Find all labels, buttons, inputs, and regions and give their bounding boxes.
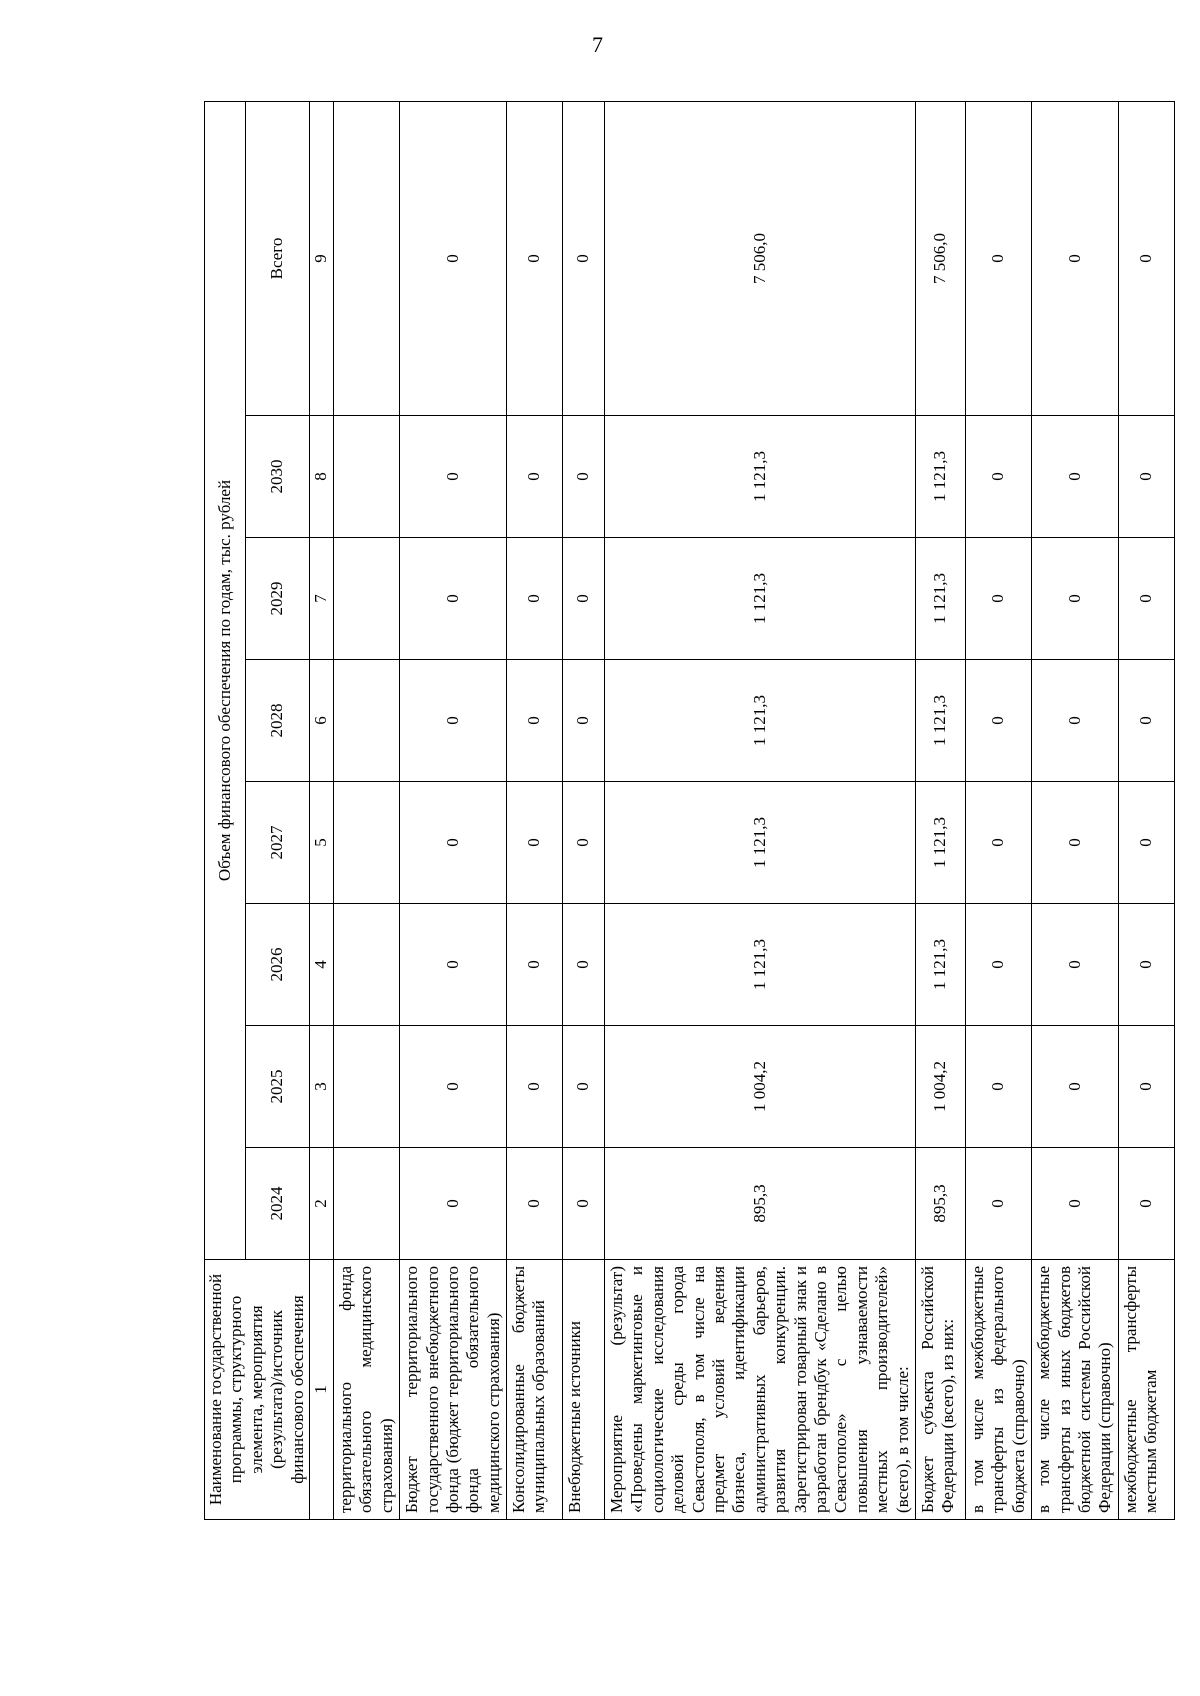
row-value: 0 (563, 416, 605, 538)
col-number: 1 (309, 1260, 333, 1520)
table-row (563, 101, 605, 1519)
col-number: 7 (309, 538, 333, 660)
row-value (333, 1026, 399, 1148)
page-number: 7 (592, 32, 603, 57)
row-value: 1 121,3 (605, 538, 916, 660)
row-value: 0 (400, 1148, 507, 1260)
col-number: 3 (309, 1026, 333, 1148)
row-value: 895,3 (915, 1148, 965, 1260)
header-year: 2027 (246, 782, 310, 904)
row-name: в том числе межбюджетные трансферты из иных бюджетов бюджетной системы Российской Федерации (справочно) (1032, 1260, 1119, 1520)
row-value: 0 (563, 782, 605, 904)
row-value: 0 (507, 782, 563, 904)
row-name: Бюджет территориального государственного внебюджетного фонда (бюджет территориального фонда обязательного медицинского страхования) (400, 1260, 507, 1520)
row-value: 0 (507, 101, 563, 415)
header-year: 2028 (246, 660, 310, 782)
row-value: 0 (400, 101, 507, 415)
header-total: Всего (246, 101, 310, 415)
table-row (400, 101, 507, 1519)
row-value: 0 (563, 101, 605, 415)
col-number: 9 (309, 101, 333, 415)
header-year: 2030 (246, 416, 310, 538)
row-name: Внебюджетные источники (563, 1260, 605, 1520)
row-value: 0 (507, 904, 563, 1026)
col-number: 6 (309, 660, 333, 782)
row-value: 0 (1118, 904, 1174, 1026)
row-name: в том числе межбюджетные трансферты из федерального бюджета (справочно) (965, 1260, 1031, 1520)
row-value (333, 538, 399, 660)
row-value: 0 (1032, 538, 1119, 660)
row-value: 0 (1118, 538, 1174, 660)
row-value: 0 (563, 1026, 605, 1148)
header-name-column: Наименование государственной программы, структурного элемента, мероприятия (результата)/источник финансового обеспечения (205, 1260, 310, 1520)
rotated-table-container (204, 102, 1161, 1520)
col-number: 2 (309, 1148, 333, 1260)
row-value: 7 506,0 (915, 101, 965, 415)
row-value: 0 (1118, 782, 1174, 904)
col-number: 8 (309, 416, 333, 538)
row-value: 0 (965, 101, 1031, 415)
row-value: 0 (965, 416, 1031, 538)
row-value: 0 (400, 782, 507, 904)
row-value: 0 (400, 904, 507, 1026)
row-value: 1 121,3 (605, 660, 916, 782)
row-value: 0 (507, 416, 563, 538)
row-value: 0 (507, 1026, 563, 1148)
row-value: 1 121,3 (915, 660, 965, 782)
row-value: 0 (965, 1148, 1031, 1260)
row-name: Консолидированные бюджеты муниципальных образований (507, 1260, 563, 1520)
table-row (1118, 101, 1174, 1519)
col-number: 5 (309, 782, 333, 904)
row-value: 0 (1032, 101, 1119, 415)
financing-table (204, 101, 1175, 1520)
row-value: 0 (965, 782, 1031, 904)
row-value: 1 121,3 (605, 416, 916, 538)
header-year: 2026 (246, 904, 310, 1026)
row-value (333, 660, 399, 782)
row-value (333, 1148, 399, 1260)
row-value: 1 121,3 (915, 538, 965, 660)
row-value: 0 (965, 660, 1031, 782)
row-value: 0 (1032, 782, 1119, 904)
row-value: 1 121,3 (915, 904, 965, 1026)
row-value: 0 (1118, 660, 1174, 782)
row-value: 0 (400, 1026, 507, 1148)
table-row (965, 101, 1031, 1519)
row-value: 0 (400, 416, 507, 538)
row-value: 0 (1032, 416, 1119, 538)
row-value: 0 (563, 660, 605, 782)
row-value: 0 (400, 660, 507, 782)
row-value: 0 (507, 538, 563, 660)
row-value (333, 101, 399, 415)
row-value: 0 (1032, 1148, 1119, 1260)
row-value: 7 506,0 (605, 101, 916, 415)
table-row (605, 101, 916, 1519)
header-year: 2029 (246, 538, 310, 660)
row-value: 1 004,2 (605, 1026, 916, 1148)
row-value: 0 (1118, 1026, 1174, 1148)
row-value: 0 (1032, 904, 1119, 1026)
header-year: 2025 (246, 1026, 310, 1148)
row-value: 1 121,3 (605, 904, 916, 1026)
row-value: 0 (563, 904, 605, 1026)
row-value: 0 (1118, 1148, 1174, 1260)
row-value: 0 (965, 1026, 1031, 1148)
row-value: 0 (507, 1148, 563, 1260)
row-value: 0 (507, 660, 563, 782)
row-value: 1 004,2 (915, 1026, 965, 1148)
row-value: 0 (400, 538, 507, 660)
row-value: 0 (1032, 660, 1119, 782)
table-row (915, 101, 965, 1519)
col-number: 4 (309, 904, 333, 1026)
header-group: Объем финансового обеспечения по годам, тыс. рублей (205, 101, 246, 1259)
row-value: 895,3 (605, 1148, 916, 1260)
row-value: 0 (1118, 101, 1174, 415)
row-value (333, 904, 399, 1026)
row-value (333, 782, 399, 904)
row-value: 0 (965, 904, 1031, 1026)
row-value: 0 (1118, 416, 1174, 538)
row-value: 0 (563, 1148, 605, 1260)
table-row (507, 101, 563, 1519)
table-row (1032, 101, 1119, 1519)
row-value: 0 (1032, 1026, 1119, 1148)
row-value (333, 416, 399, 538)
table-row (333, 101, 399, 1519)
row-name: территориального фонда обязательного медицинского страхования) (333, 1260, 399, 1520)
row-name: Мероприятие (результат) «Проведены маркетинговые и социологические исследования деловой среды города Севастополя, в том числе на предмет условий ведения бизнеса, идентификации административных барьеров, развития конкуренции. Зарегистрирован товарный знак и разработан брендбук «Сделано в Севастополе» с целью повышения узнаваемости местных производителей» (всего), в том числе: (605, 1260, 916, 1520)
row-value: 1 121,3 (915, 416, 965, 538)
row-value: 1 121,3 (915, 782, 965, 904)
row-value: 1 121,3 (605, 782, 916, 904)
row-name: Бюджет субъекта Российской Федерации (всего), из них: (915, 1260, 965, 1520)
row-value: 0 (563, 538, 605, 660)
row-name: межбюджетные трансферты местным бюджетам (1118, 1260, 1174, 1520)
header-year: 2024 (246, 1148, 310, 1260)
row-value: 0 (965, 538, 1031, 660)
